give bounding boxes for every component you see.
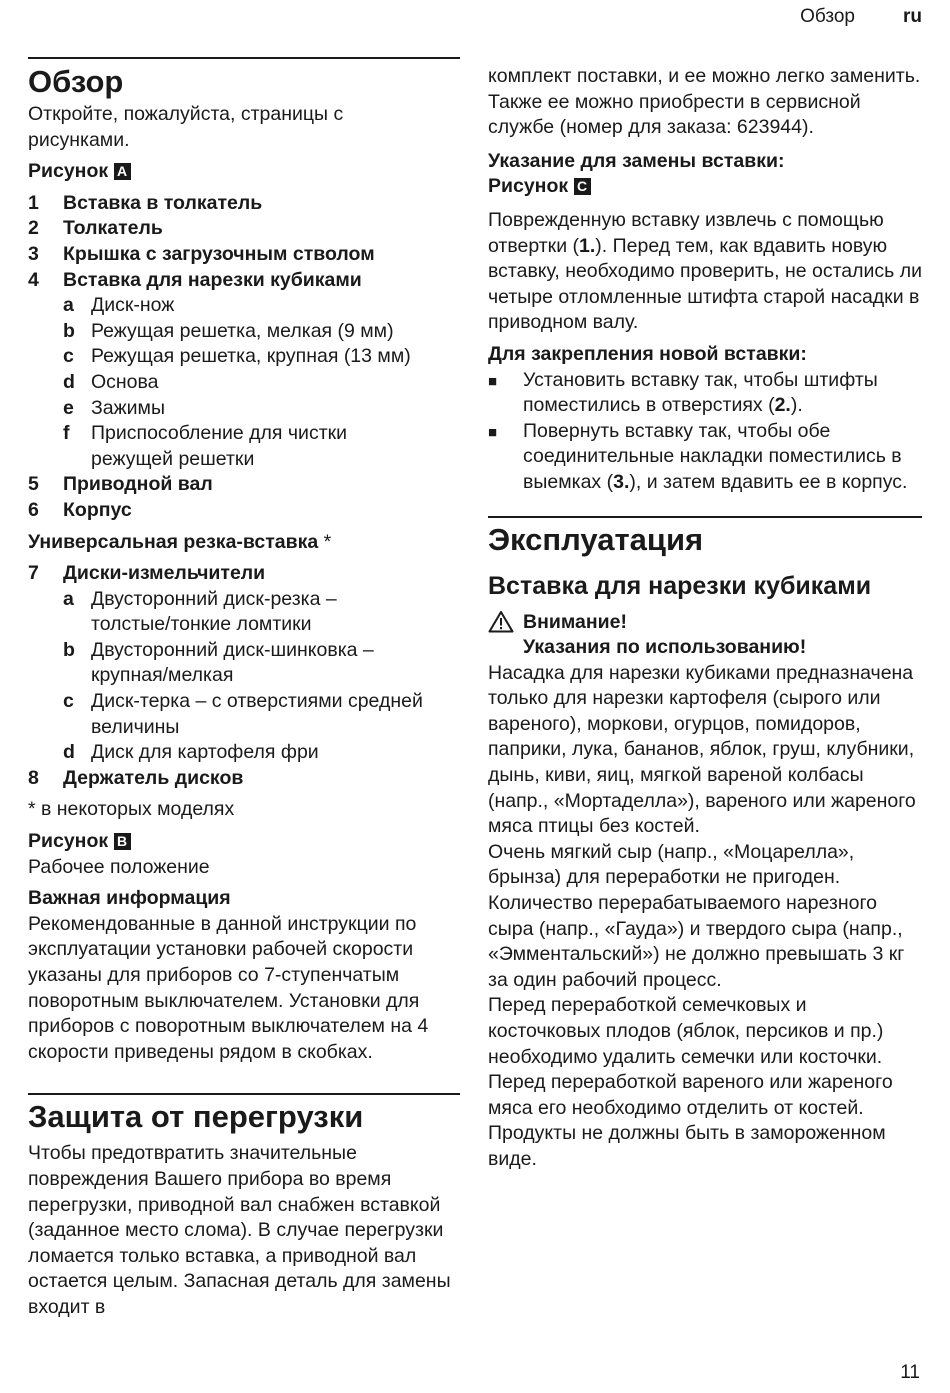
sub-item: a Диск-нож — [63, 294, 175, 317]
warning-subtitle: Указания по использованию! — [523, 636, 807, 659]
list-item: 2 Толкатель — [28, 217, 163, 240]
warning-triangle-icon — [488, 610, 523, 661]
overview-intro: Откройте, пожалуйста, страницы с рисунками. — [28, 103, 344, 151]
sub-item: b Двусторонний диск-шинковка – крупная/мелкая — [63, 638, 374, 687]
sub-item: c Диск-терка – с отверстиями средней величины — [63, 690, 423, 738]
warning-title: Внимание! — [523, 610, 627, 633]
header-language: ru — [903, 6, 922, 27]
work-position: Рабочее положение — [28, 855, 210, 878]
figure-a-label: Рисунок A — [28, 159, 460, 185]
list-item: 5 Приводной вал — [28, 473, 213, 496]
replace-text: Поврежденную вставку извлечь с помощью отвертки (1.). Перед тем, как вдавить новую вставку, необходимо проверить, не остались ли четыре отломленные штифта старой насадки в приводном валу. — [488, 208, 923, 334]
section-rule — [488, 516, 922, 518]
list-item: ■ Повернуть вставку так, чтобы обе соединительные накладки поместились в выемках (3.), и затем вдавить ее в корпус. — [488, 419, 908, 493]
sub-item: c Режущая решетка, крупная (13 мм) — [63, 345, 411, 368]
page-header — [800, 6, 922, 28]
sub-item: b Режущая решетка, мелкая (9 мм) — [63, 319, 394, 342]
list-item: 8 Держатель дисков — [28, 766, 244, 789]
list-item: 4 Вставка для нарезки кубиками — [28, 268, 362, 291]
header-section: Обзор — [800, 6, 855, 27]
overview-heading: Обзор — [28, 64, 124, 99]
list-item: ■ Установить вставку так, чтобы штифты поместились в отверстиях (2.). — [488, 368, 878, 417]
figure-b-badge: B — [114, 833, 131, 850]
left-column — [28, 57, 460, 1321]
usage-text-2: Очень мягкий сыр (напр., «Моцарелла», брынза) для переработки не пригоден. Количество перерабатываемого нарезного сыра (напр., «Гауда») и твердого сыра (напр., «Эмментальский») не должно превышать 3 кг за один рабочий процесс. — [488, 840, 905, 991]
universal-heading: Универсальная резка-вставка * — [28, 530, 332, 553]
usage-text-3: Перед переработкой семечковых и косточковых плодов (яблок, персиков и пр.) необходимо удалить семечки или косточки. Перед переработкой вареного или жареного мяса его необходимо отделить от костей. — [488, 994, 893, 1119]
list-item: 6 Корпус — [28, 498, 132, 521]
important-text: Рекомендованные в данной инструкции по эксплуатации установки рабочей скорости указаны для приборов со 7-ступенчатым поворотным выключателем. Установки для приборов с поворотным выключателем на 4 скорости приведены рядом в скобках. — [28, 912, 429, 1063]
sub-item: d Диск для картофеля фри — [63, 741, 319, 764]
sub-item: f Приспособление для чистки режущей решетки — [63, 422, 348, 470]
right-column — [488, 64, 922, 1173]
section-rule — [28, 57, 460, 59]
sub-item: d Основа — [63, 370, 159, 393]
replace-heading: Указание для замены вставки: — [488, 149, 785, 172]
operation-heading: Эксплуатация — [488, 521, 704, 557]
sub-item: a Двусторонний диск-резка – толстые/тонкие ломтики — [63, 587, 337, 636]
fix-heading: Для закрепления новой вставки: — [488, 342, 807, 365]
overload-heading: Защита от перегрузки — [28, 1099, 364, 1135]
list-item: 3 Крышка с загрузочным стволом — [28, 242, 375, 265]
overload-continued: комплект поставки, и ее можно легко заменить. Также ее можно приобрести в сервисной службе (номер для заказа: 623944). — [488, 65, 921, 139]
figure-a-badge: A — [114, 163, 131, 180]
usage-text-1: Насадка для нарезки кубиками предназначена только для нарезки картофеля (сырого или вареного), моркови, огурцов, помидоров, паприки, лука, бананов, яблок, груш, клубники, дынь, киви, яиц, мягкой вареной колбасы (напр., «Мортаделла»), вареного или жареного мяса птицы без костей. — [488, 661, 916, 838]
figure-b-label: Рисунок B — [28, 829, 460, 855]
page-number: 11 — [900, 1362, 920, 1383]
important-heading: Важная информация — [28, 887, 231, 910]
warning-block — [488, 610, 922, 661]
parts-list — [28, 191, 460, 524]
figure-c-badge: C — [574, 178, 591, 195]
overload-text: Чтобы предотвратить значительные повреждения Вашего прибора во время перегрузки, приводной вал снабжен вставкой (заданное место слома). В случае перегрузки ломается только вставка, а приводной вал остается целым. Запасная деталь для замены входит в — [28, 1142, 451, 1318]
list-item: 1 Вставка в толкатель — [28, 191, 263, 214]
list-item: 7 Диски-измельчители — [28, 562, 266, 585]
footnote: * в некоторых моделях — [28, 798, 235, 821]
sub-item: e Зажимы — [63, 396, 165, 419]
figure-c-label: Рисунок C — [488, 174, 922, 200]
usage-text-4: Продукты не должны быть в замороженном виде. — [488, 1122, 886, 1170]
dicing-heading: Вставка для нарезки кубиками — [488, 571, 872, 600]
section-rule — [28, 1093, 460, 1095]
